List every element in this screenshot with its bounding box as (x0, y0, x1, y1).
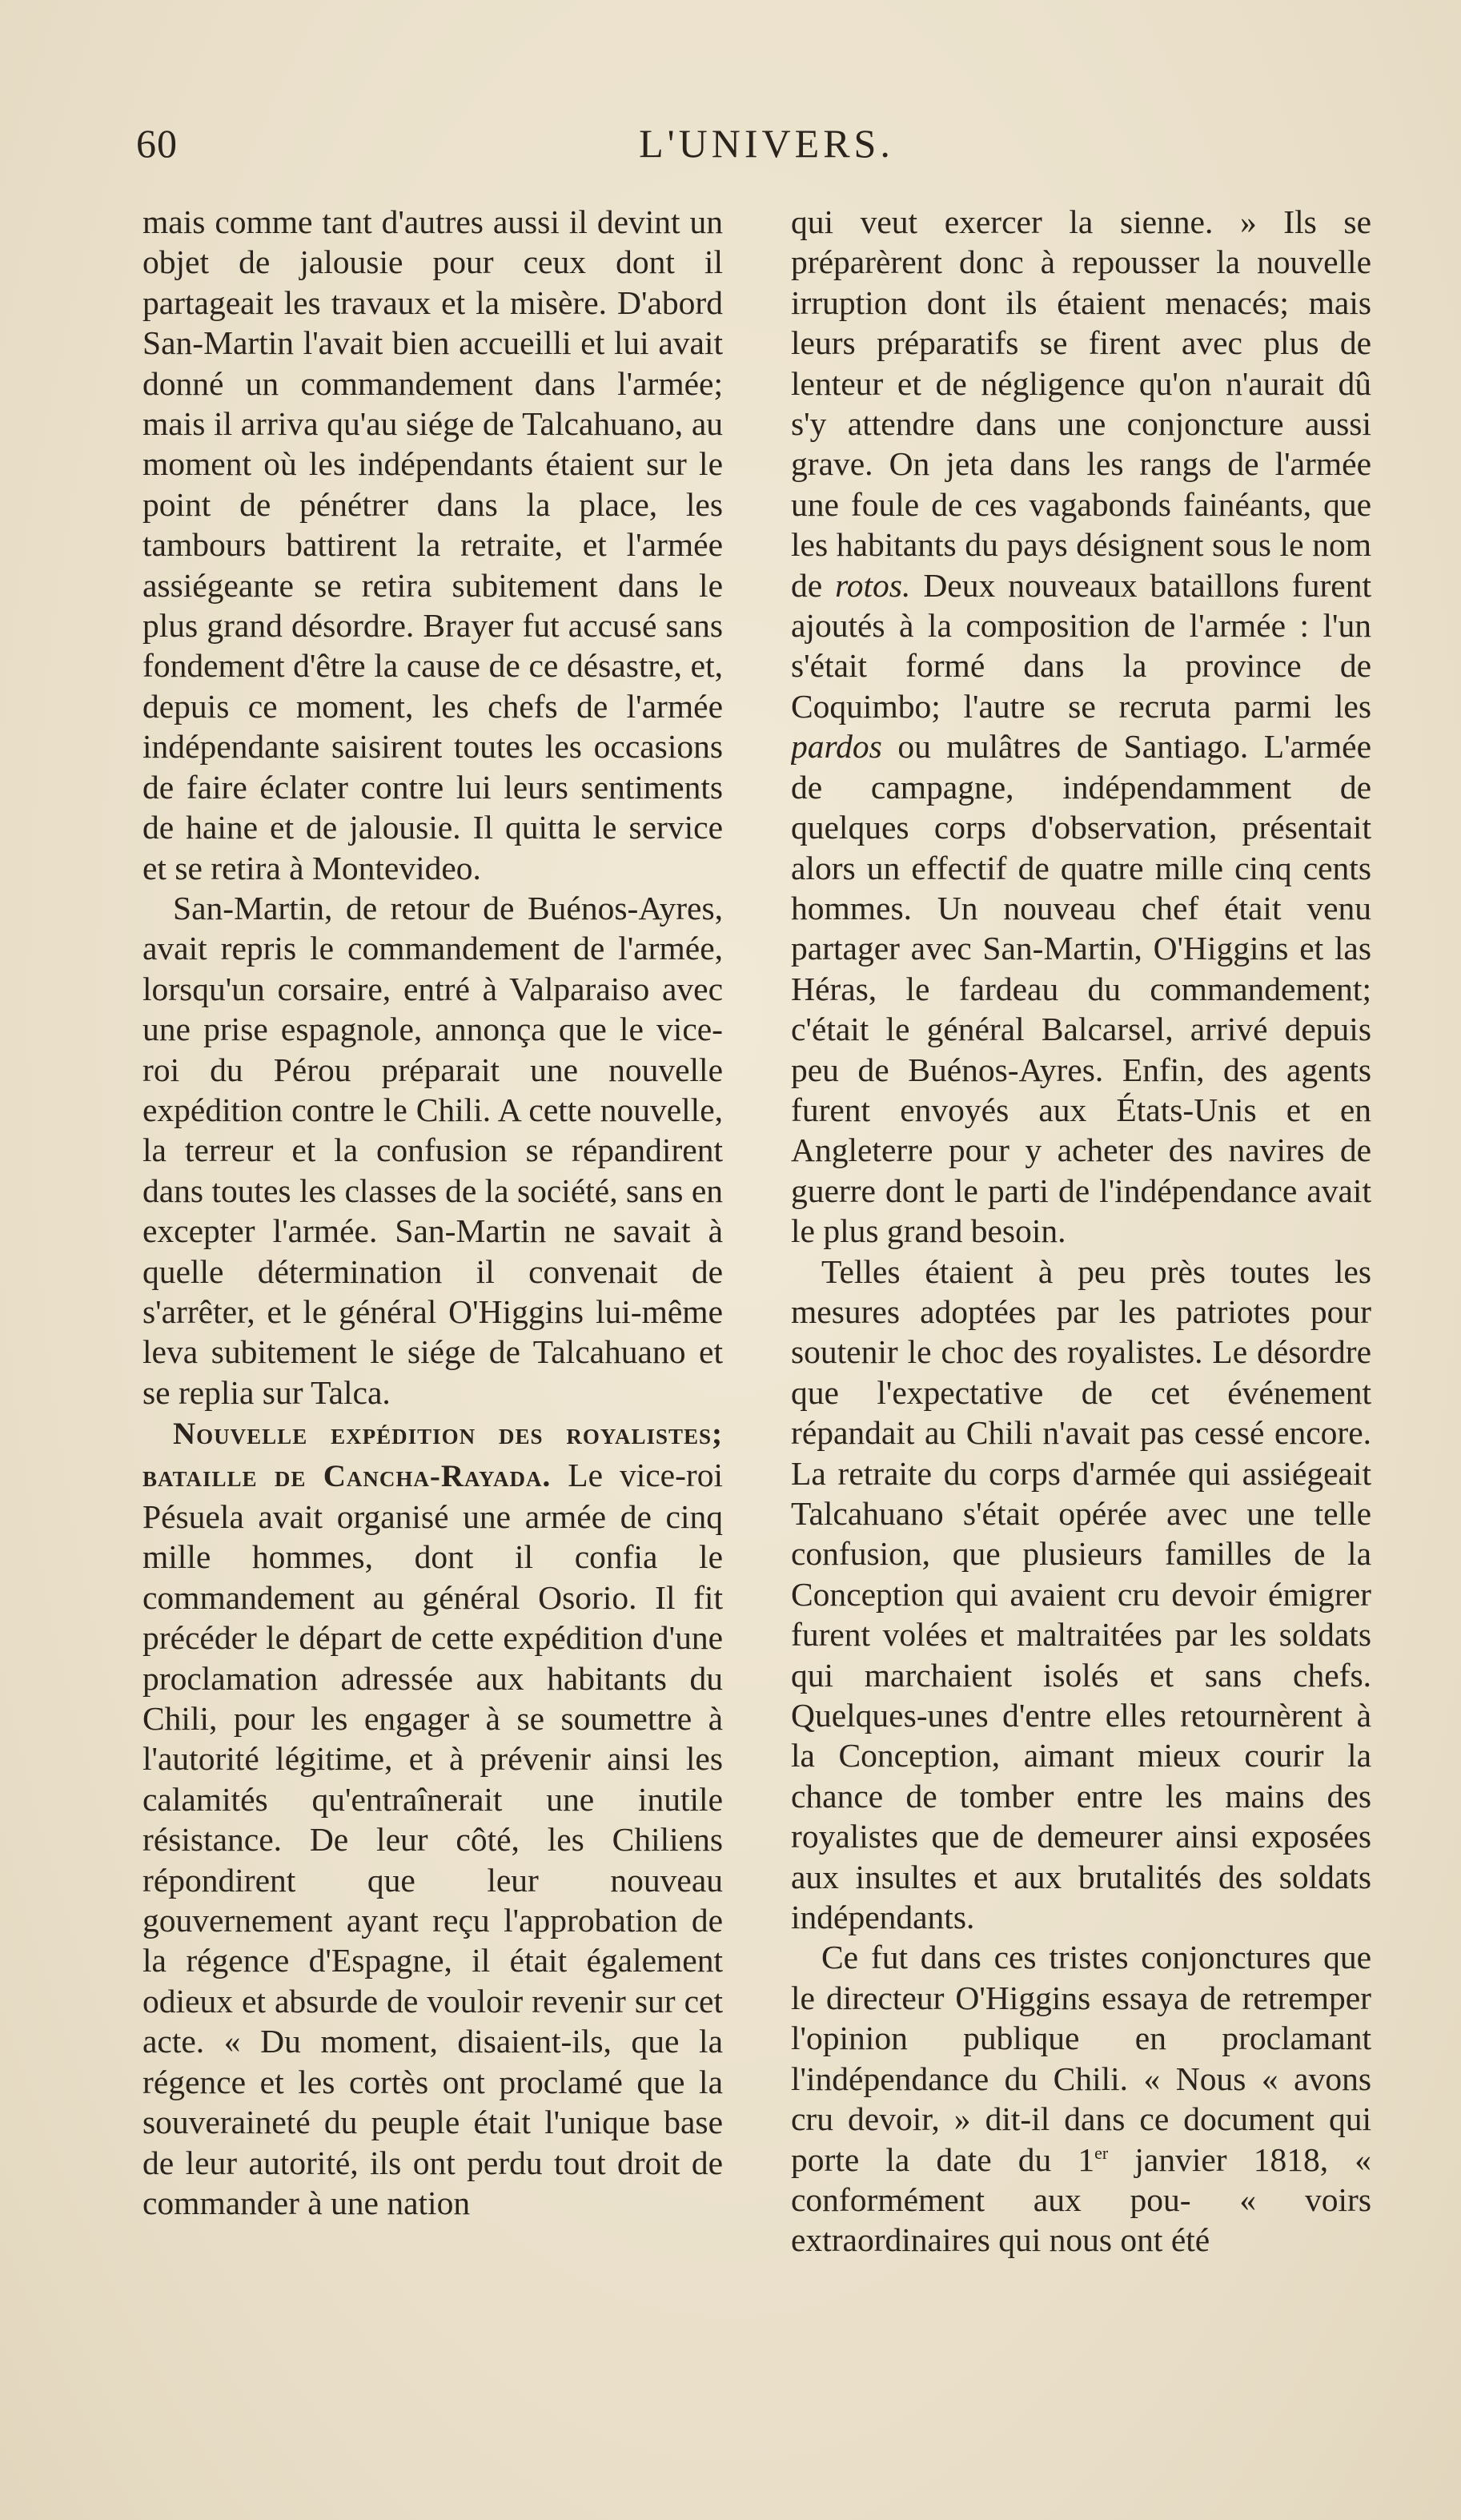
text-run: Ce fut dans ces tristes conjonctures que le directeur O'Higgins essaya de retremper l'opinion publique en proclamant l'indépendance du Chili. « Nous « avons cru devoir, » dit-il dans ce document qui porte la date du 1 (791, 1939, 1371, 2178)
right-column (791, 202, 1371, 2380)
paragraph-new-expedition (142, 1413, 723, 2223)
italic-term-rotos: rotos. (835, 566, 911, 604)
text-run: qui veut exercer la sienne. » Ils se préparèrent donc à repousser la nouvelle irruption dont ils étaient menacés; mais leurs préparatifs se firent avec plus de lenteur et de négligence qu'on n'aurait dû s'y attendre dans une conjoncture aussi grave. On jeta dans les rangs de l'armée une foule de ces vagabonds fainéants, que les habitants du pays désignent sous le nom de (791, 203, 1371, 604)
journal-title: L'UNIVERS. (639, 121, 894, 166)
superscript: er (1094, 2142, 1109, 2163)
paragraph-san-martin-return: San-Martin, de retour de Buénos-Ayres, avait repris le commandement de l'armée, lorsqu'un corsaire, entré à Valparaiso avec une prise espagnole, annonça que le vice-roi du Pérou préparait une nouvelle expédition contre le Chili. A cette nouvelle, la terreur et la confusion se répandirent dans toutes les classes de la société, sans en excepter l'armée. San-Martin ne savait à quelle détermination il convenait de s'arrêter, et le général O'Higgins lui-même leva subitement le siége de Talcahuano et se replia sur Talca. (142, 889, 723, 1411)
paragraph-preparations (791, 202, 1371, 1252)
italic-term-pardos: pardos (791, 728, 882, 766)
text-run: Deux nouveaux bataillons furent ajoutés à la composition de l'armée : l'un s'était formé dans la province de Coquimbo; l'autre se recruta parmi les (791, 566, 1371, 725)
running-head (136, 120, 1397, 176)
text-run: ou mulâtres de Santiago. L'armée de campagne, indépendamment de quelques corps d'observation, présentait alors un effectif de quatre mille cinq cents hommes. Un nouveau chef était venu partager avec San-Martin, O'Higgins et las Héras, le fardeau du commandement; c'était le général Balcarsel, arrivé depuis peu de Buénos-Ayres. Enfin, des agents furent envoyés aux États-Unis et en Angleterre pour y acheter des navires de guerre dont le parti de l'indépendance avait le plus grand besoin. (791, 728, 1371, 1250)
left-column (142, 202, 723, 2380)
paragraph-measures: Telles étaient à peu près toutes les mesures adoptées par les patriotes pour soutenir le choc des royalistes. Le désordre que l'expectative de cet événement répandait au Chili n'avait pas cessé encore. La retraite du corps d'armée qui assiégeait Talcahuano s'était opérée avec une telle confusion, que plusieurs familles de la Conception qui avaient cru devoir émigrer furent volées et maltraitées par les soldats qui marchaient isolés et sans chefs. Quelques-unes d'entre elles retournèrent à la Conception, aimant mieux courir la chance de tomber entre les mains des royalistes que de demeurer ainsi exposées aux insultes et aux brutalités des soldats indépendants. (791, 1252, 1371, 1936)
page-number: 60 (136, 121, 178, 166)
paragraph-independence (791, 1937, 1371, 2260)
section-heading: Nouvelle expédition des royalistes; bataille de Cancha-Rayada. (142, 1417, 723, 1493)
section-text: Le vice-roi Pésuela avait organisé une armée de cinq mille hommes, dont il confia le commandement au général Osorio. Il fit précéder le départ de cette expédition d'une proclamation adressée aux habitants du Chili, pour les engager à se soumettre à l'autorité légitime, et à prévenir ainsi les calamités qu'entraînerait une inutile résistance. De leur côté, les Chiliens répondirent que leur nouveau gouvernement ayant reçu l'approbation de la régence d'Espagne, il était également odieux et absurde de vouloir revenir sur cet acte. « Du moment, disaient-ils, que la régence et les cortès ont proclamé que la souveraineté du peuple était l'unique base de leur autorité, ils ont perdu tout droit de commander à une nation (142, 1456, 723, 2221)
text-run: janvier 1818, « conformément aux pou- « voirs extraordinaires qui nous ont été (791, 2140, 1371, 2259)
paragraph-brayer: mais comme tant d'autres aussi il devint un objet de jalousie pour ceux dont il partageait les travaux et la misère. D'abord San-Martin l'avait bien accueilli et lui avait donné un commandement dans l'armée; mais il arriva qu'au siége de Talcahuano, au moment où les indépendants étaient sur le point de pénétrer dans la place, les tambours battirent la retraite, et l'armée assiégeante se retira subitement dans le plus grand désordre. Brayer fut accusé sans fondement d'être la cause de ce désastre, et, depuis ce moment, les chefs de l'armée indépendante saisirent toutes les occasions de faire éclater contre lui leurs sentiments de haine et de jalousie. Il quitta le service et se retira à Montevideo. (142, 203, 723, 886)
